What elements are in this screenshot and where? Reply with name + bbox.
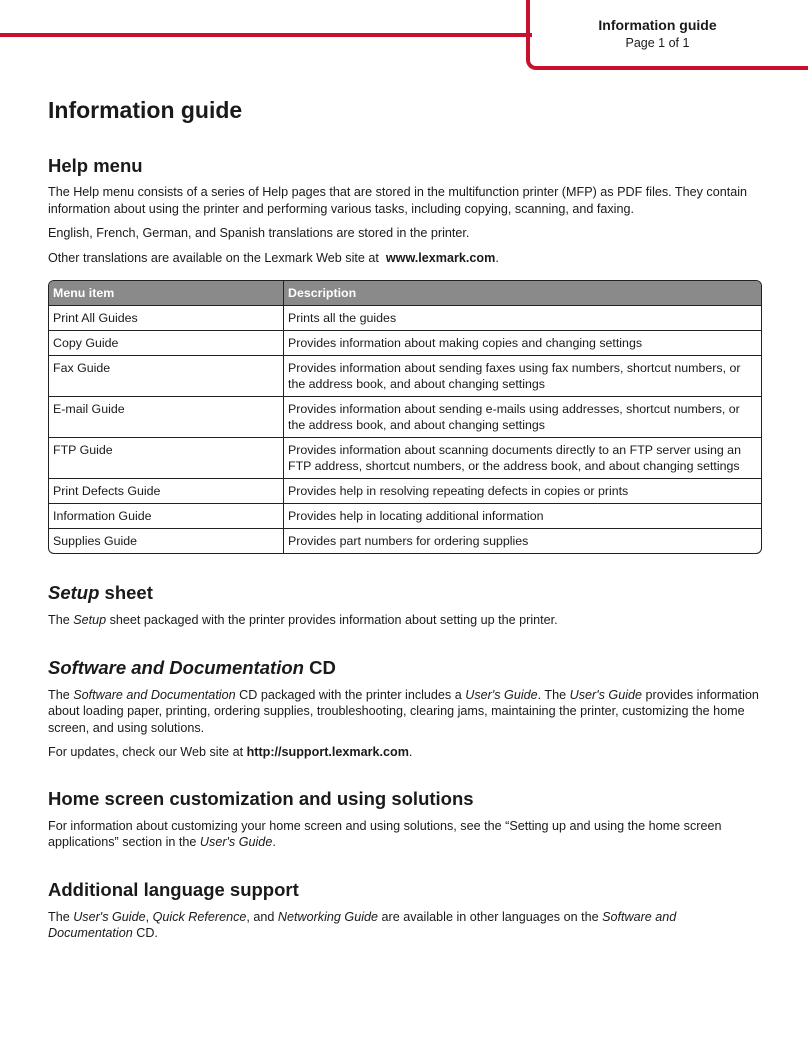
software-cd-paragraph-1 [48, 687, 762, 737]
paragraph-end: . [495, 250, 499, 265]
setup-sheet-paragraph [48, 612, 762, 629]
paragraph-text: Other translations are available on the Lexmark Web site at [48, 250, 379, 265]
italic-run: Networking Guide [277, 909, 379, 924]
table-row [49, 479, 761, 504]
text-run: provides information about loading paper, printing, ordering supplies, troubleshooting, clearing jams, maintaining the printer, customizing the home screen, and using solutions. [48, 687, 759, 735]
italic-run: User's Guide [465, 687, 538, 702]
table-row [49, 356, 761, 397]
italic-run: Setup [73, 613, 107, 627]
text-run: The [48, 613, 74, 627]
description-cell: Provides part numbers for ordering supplies [288, 534, 529, 548]
text-run: , and [246, 909, 278, 924]
language-support-paragraph [48, 909, 762, 942]
menu-item-cell: E-mail Guide [49, 397, 284, 438]
italic-run: User's Guide [569, 687, 643, 702]
home-screen-paragraph [48, 818, 762, 851]
text-run: CD packaged with the printer includes a [235, 687, 466, 702]
header-rule [0, 33, 532, 37]
text-run: For information about customizing your home screen and using solutions, see the “Setting up and using the home screen applications” section in the [48, 818, 722, 849]
italic-run: User's Guide [199, 835, 273, 849]
italic-run: Quick Reference [152, 909, 247, 924]
text-run: sheet packaged with the printer provides information about setting up the printer. [106, 613, 558, 627]
help-menu-paragraph-3 [48, 250, 762, 267]
help-menu-table [48, 280, 762, 554]
menu-item-cell: FTP Guide [49, 438, 284, 479]
language-support-heading: Additional language support [48, 878, 299, 900]
setup-sheet-heading [48, 581, 762, 605]
italic-run: User's Guide [73, 909, 146, 924]
text-run: . [408, 745, 413, 759]
heading-rest: CD [303, 656, 336, 678]
document-body [48, 95, 762, 942]
table-row [49, 438, 761, 479]
header-title: Information guide [598, 17, 717, 33]
column-header-description: Description [284, 281, 761, 306]
text-run: . [272, 835, 276, 849]
support-link[interactable]: http://support.lexmark.com [246, 745, 409, 759]
heading-italic: Setup [48, 582, 100, 603]
menu-item-cell: Print All Guides [49, 306, 284, 331]
description-cell: Provides information about scanning documents directly to an FTP server using an FTP address, shortcut numbers, or the address book, and about changing settings [284, 438, 761, 479]
heading-rest: sheet [99, 582, 153, 603]
text-run: CD. [132, 926, 158, 940]
software-cd-heading [48, 656, 762, 680]
table-row [49, 529, 761, 553]
lexmark-link[interactable]: www.lexmark.com [385, 250, 496, 265]
table-row [49, 306, 761, 331]
italic-run: Software and Documentation [73, 687, 236, 702]
menu-item-cell: Supplies Guide [49, 529, 284, 553]
text-run: For updates, check our Web site at [48, 745, 247, 759]
text-run: are available in other languages on the [378, 909, 603, 924]
page-title: Information guide [48, 97, 243, 123]
menu-item-cell: Information Guide [49, 504, 284, 529]
italic-run: Software and Documentation [48, 909, 677, 940]
table-row [49, 331, 761, 356]
text-run: . The [537, 687, 570, 702]
help-menu-heading: Help menu [48, 155, 143, 176]
software-cd-paragraph-2 [48, 744, 762, 761]
text-run: , [145, 909, 153, 924]
table-header-row [49, 281, 761, 306]
header-box [526, 0, 808, 70]
description-cell: Provides information about making copies and changing settings [284, 331, 761, 356]
help-menu-paragraph-1: The Help menu consists of a series of Help pages that are stored in the multifunction printer (MFP) as PDF files. They contain information about using the printer and performing various tasks, including copying, scanning, and faxing. [48, 185, 748, 216]
table-row [49, 504, 761, 529]
description-cell: Provides information about sending faxes using fax numbers, shortcut numbers, or the address book, and about changing settings [284, 356, 761, 397]
help-menu-paragraph-2: English, French, German, and Spanish translations are stored in the printer. [48, 226, 470, 240]
text-run: The [48, 687, 74, 702]
description-cell: Prints all the guides [284, 306, 761, 331]
table-row [49, 397, 761, 438]
description-cell: Provides information about sending e-mails using addresses, shortcut numbers, or the address book, and about changing settings [284, 397, 761, 438]
menu-item-cell: Fax Guide [49, 356, 284, 397]
description-cell: Provides help in resolving repeating defects in copies or prints [284, 479, 761, 504]
menu-item-cell: Copy Guide [49, 331, 284, 356]
heading-italic: Software and Documentation [48, 656, 304, 678]
description-cell: Provides help in locating additional information [284, 504, 761, 529]
home-screen-heading: Home screen customization and using solutions [48, 787, 474, 809]
column-header-menu-item: Menu item [49, 281, 284, 306]
header-page-number: Page 1 of 1 [625, 36, 690, 50]
text-run: The [48, 909, 74, 924]
menu-item-cell: Print Defects Guide [49, 479, 284, 504]
